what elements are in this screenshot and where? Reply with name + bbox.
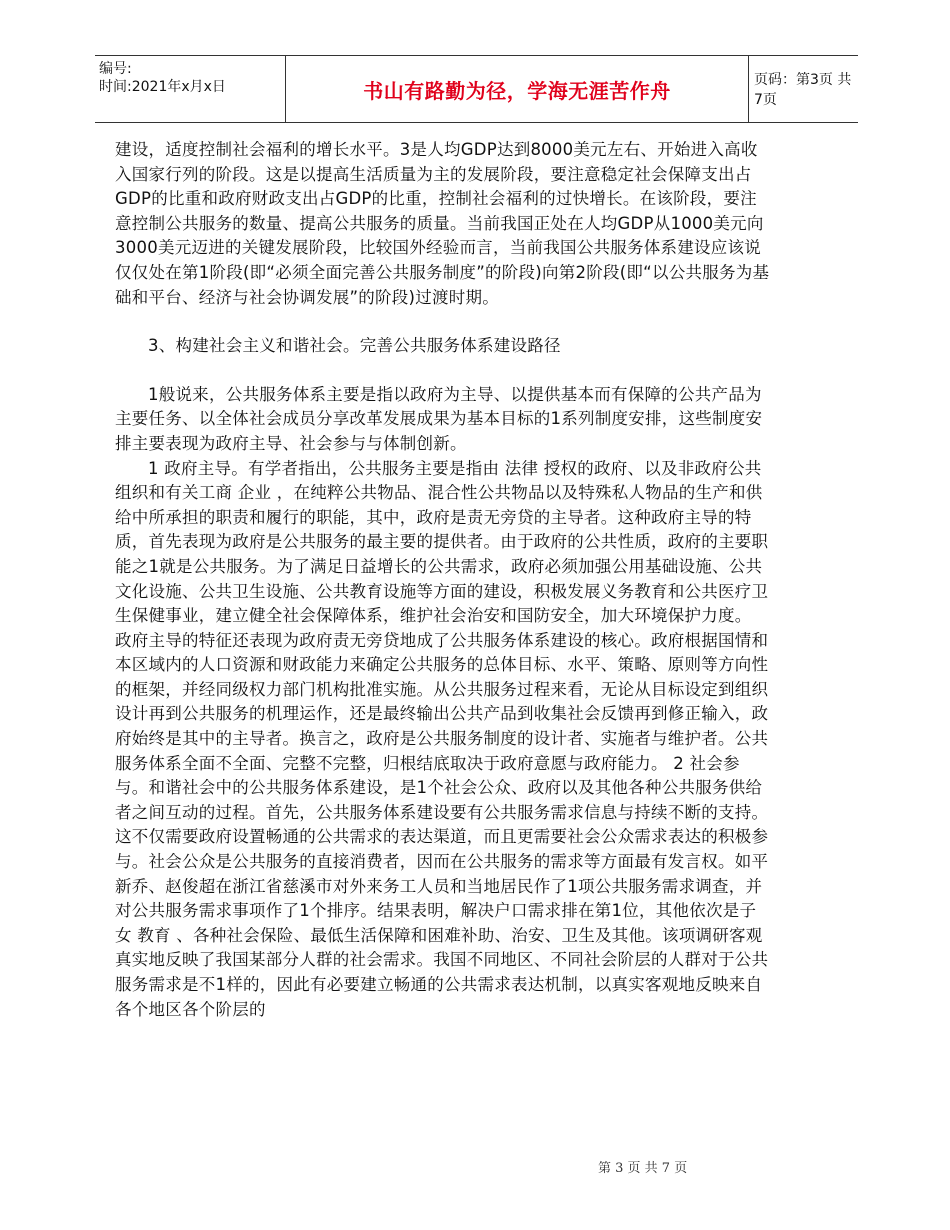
header-meta	[95, 56, 285, 122]
document-body	[115, 138, 770, 1022]
paragraph-3: 1 政府主导。有学者指出，公共服务主要是指由 法律 授权的政府、以及非政府公共组织和有关工商 企业 ，在纯粹公共物品、混合性公共物品以及特殊私人物品的生产和供给中所承担的职责和履行的职能，其中，政府是责无旁贷的主导者。这种政府主导的特质，首先表现为政府是公共服务的最主要的提供者。由于政府的公共性质，政府的主要职能之1就是公共服务。为了满足日益增长的公共需求，政府必须加强公用基础设施、公共文化设施、公共卫生设施、公共教育设施等方面的建设，积极发展义务教育和公共医疗卫生保健事业，建立健全社会保障体系，维护社会治安和国防安全，加大环境保护力度。 政府主导的特征还表现为政府责无旁贷地成了公共服务体系建设的核心。政府根据国情和本区域内的人口资源和财政能力来确定公共服务的总体目标、水平、策略、原则等方向性的框架，并经同级权力部门机构批准实施。从公共服务过程来看，无论从目标设定到组织设计再到公共服务的机理运作，还是最终输出公共产品到收集社会反馈再到修正输入，政府始终是其中的主导者。换言之，政府是公共服务制度的设计者、实施者与维护者。公共服务体系全面不全面、完整不完整，归根结底取决于政府意愿与政府能力。 2 社会参与。和谐社会中的公共服务体系建设，是1个社会公众、政府以及其他各种公共服务供给者之间互动的过程。首先，公共服务体系建设要有公共服务需求信息与持续不断的支持。这不仅需要政府设置畅通的公共需求的表达渠道，而且更需要社会公众需求表达的积极参与。社会公众是公共服务的直接消费者，因而在公共服务的需求等方面最有发言权。如平新乔、赵俊超在浙江省慈溪市对外来务工人员和当地居民作了1项公共服务需求调查，并对公共服务需求事项作了1个排序。结果表明，解决户口需求排在第1位，其他依次是子女 教育 、各种社会保险、最低生活保障和困难补助、治安、卫生及其他。该项调研客观真实地反映了我国某部分人群的社会需求。我国不同地区、不同社会阶层的人群对于公共服务需求是不1样的，因此有必要建立畅通的公共需求表达机制，以真实客观地反映来自各个地区各个阶层的	[115, 458, 769, 1019]
document-number-label: 编号:	[99, 61, 132, 77]
header-page-info: 页码：第3页 共7页	[754, 72, 852, 108]
paragraph-gap	[115, 310, 770, 334]
page-footer: 第 3 页 共 7 页	[598, 1161, 688, 1176]
page-header	[95, 55, 858, 123]
paragraph-1: 建设，适度控制社会福利的增长水平。3是人均GDP达到8000美元左右、开始进入高收入国家行列的阶段。这是以提高生活质量为主的发展阶段，要注意稳定社会保障支出占GDP的比重和政府财政支出占GDP的比重，控制社会福利的过快增长。在该阶段，要注意控制公共服务的数量、提高公共服务的质量。当前我国正处在人均GDP从1000美元向3000美元迈进的关键发展阶段，比较国外经验而言，当前我国公共服务体系建设应该说仅仅处在第1阶段(即“必须全面完善公共服务制度”的阶段)向第2阶段(即“以公共服务为基础和平台、经济与社会协调发展”的阶段)过渡时期。	[115, 140, 770, 307]
paragraph-gap	[115, 359, 770, 383]
paragraph-2: 1般说来，公共服务体系主要是指以政府为主导、以提供基本而有保障的公共产品为主要任务、以全体社会成员分享改革发展成果为基本目标的1系列制度安排，这些制度安排主要表现为政府主导、社会参与与体制创新。	[115, 384, 763, 453]
section-heading-3: 3、构建社会主义和谐社会。完善公共服务体系建设路径	[148, 336, 561, 356]
document-time-label: 时间:2021年x月x日	[99, 79, 226, 95]
header-motto: 书山有路勤为径，学海无涯苦作舟	[285, 56, 749, 122]
